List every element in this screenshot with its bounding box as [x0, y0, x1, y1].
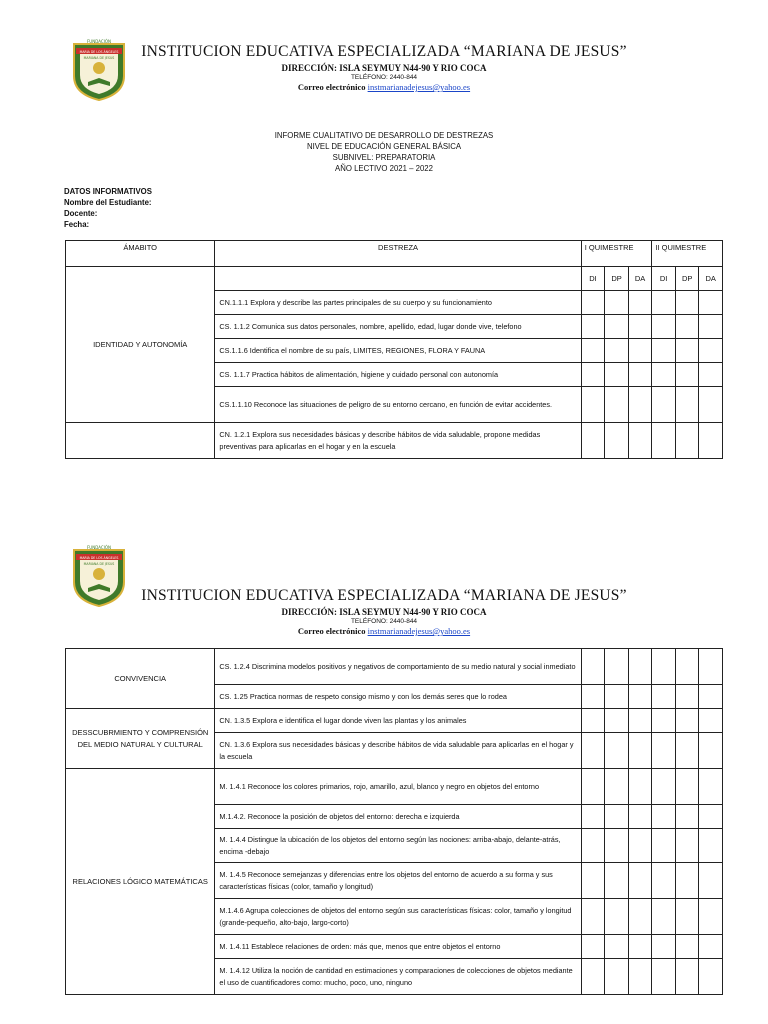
phone: TELÉFONO: 2440-844 [350, 74, 418, 81]
table-cell: CS.1.1.10 Reconoce las situaciones de peligro de su entorno cercano, en función de evitar accidentes. [215, 387, 581, 423]
table-cell [699, 685, 723, 709]
table-cell: DP [675, 267, 699, 291]
email-link[interactable]: instmarianadejesus@yahoo.es [367, 82, 471, 92]
table-cell: CS. 1.1.7 Practica hábitos de alimentación, higiene y cuidado personal con autonomía [215, 363, 581, 387]
table-cell [675, 959, 699, 995]
skills-table-2 [65, 648, 723, 995]
table-row [66, 649, 723, 685]
table-cell [699, 935, 723, 959]
table-cell [628, 685, 652, 709]
text-line: INFORME CUALITATIVO DE DESARROLLO DE DESTREZAS [274, 131, 494, 140]
table-cell [675, 649, 699, 685]
table-cell [581, 863, 605, 899]
table-row [66, 241, 723, 267]
table-cell [652, 959, 676, 995]
table-cell [652, 935, 676, 959]
text-line: FUNDACIÓN [86, 545, 112, 550]
table-cell [581, 829, 605, 863]
table-cell [699, 769, 723, 805]
table-cell [675, 685, 699, 709]
table-cell [605, 899, 629, 935]
table-cell [605, 387, 629, 423]
table-cell [628, 899, 652, 935]
table-row [66, 423, 723, 459]
col-ambito: ÁMABITO [66, 241, 215, 267]
table-cell [605, 935, 629, 959]
table-cell [581, 685, 605, 709]
table-cell: M. 1.4.12 Utiliza la noción de cantidad en estimaciones y comparaciones de colecciones de objetos mediante el uso de cuantificadores como: mucho, poco, uno, ninguno [215, 959, 581, 995]
text-line: SUBNIVEL: PREPARATORIA [332, 153, 436, 162]
table-cell [628, 649, 652, 685]
col-destreza: DESTREZA [215, 241, 581, 267]
table-cell [675, 315, 699, 339]
table-cell [605, 805, 629, 829]
table-cell: CN. 1.3.5 Explora e identifica el lugar donde viven las plantas y los animales [215, 709, 581, 733]
table-cell [628, 935, 652, 959]
table-cell [699, 423, 723, 459]
table-cell [581, 959, 605, 995]
table-cell [628, 805, 652, 829]
table-cell [581, 769, 605, 805]
table-cell [652, 423, 676, 459]
table-cell [628, 769, 652, 805]
table-cell [675, 733, 699, 769]
table-cell [699, 387, 723, 423]
table-row [66, 267, 723, 291]
table-cell: M.1.4.6 Agrupa colecciones de objetos del entorno según sus características físicas: color, tamaño y longitud (grande-pequeño, alto-bajo, largo-corto) [215, 899, 581, 935]
table-cell [652, 863, 676, 899]
table-cell [699, 363, 723, 387]
table-cell [628, 733, 652, 769]
text-line: MARIA DE LOS ÁNGELES [79, 49, 119, 54]
text-line: MARIANA DE JESUS [83, 562, 115, 566]
table-cell: CN. 1.3.6 Explora sus necesidades básicas y describe hábitos de vida saludable para aplicarlas en el hogar y la escuela [215, 733, 581, 769]
table-cell [675, 387, 699, 423]
letterhead [140, 586, 628, 637]
table-cell [675, 291, 699, 315]
table-cell [699, 829, 723, 863]
table-cell [652, 899, 676, 935]
table-cell [215, 267, 581, 291]
table-cell [699, 863, 723, 899]
table-cell [652, 315, 676, 339]
table-cell [652, 291, 676, 315]
table-cell: DI [652, 267, 676, 291]
table-cell [581, 709, 605, 733]
table-cell [628, 863, 652, 899]
table-cell [581, 291, 605, 315]
table-cell [699, 805, 723, 829]
table-cell [652, 363, 676, 387]
table-cell [652, 829, 676, 863]
table-cell [699, 291, 723, 315]
table-cell [628, 959, 652, 995]
table-cell [581, 387, 605, 423]
email-line [140, 626, 628, 637]
student-info [64, 186, 152, 230]
school-name: INSTITUCION EDUCATIVA ESPECIALIZADA “MARIANA DE JESUS” [141, 587, 627, 604]
table-cell [628, 829, 652, 863]
table-cell [628, 315, 652, 339]
col-q2: II QUIMESTRE [652, 241, 723, 267]
table-cell [605, 829, 629, 863]
table-cell [699, 733, 723, 769]
text-line: AÑO LECTIVO 2021 – 2022 [335, 164, 433, 173]
table-cell [675, 339, 699, 363]
table-cell [581, 935, 605, 959]
text-line: DIRECCIÓN [281, 63, 334, 73]
table-cell [628, 291, 652, 315]
table-cell [605, 291, 629, 315]
address [140, 607, 628, 618]
text-line: Fecha: [64, 220, 90, 229]
phone: TELÉFONO: 2440-844 [350, 618, 418, 625]
table-cell [605, 339, 629, 363]
table-cell: DA [699, 267, 723, 291]
text-line: Docente: [64, 209, 98, 218]
table-cell [605, 685, 629, 709]
text-line: DATOS INFORMATIVOS [64, 187, 152, 196]
table-cell [628, 709, 652, 733]
table-cell [581, 805, 605, 829]
table-cell [605, 649, 629, 685]
table-cell [581, 899, 605, 935]
text-line: FUNDACIÓN [86, 39, 112, 44]
text-line: MARIA DE LOS ÁNGELES [79, 555, 119, 560]
table-cell [605, 959, 629, 995]
table-cell [652, 769, 676, 805]
table-cell [675, 829, 699, 863]
table-cell [675, 709, 699, 733]
table-cell [675, 935, 699, 959]
address [140, 63, 628, 74]
table-cell [628, 339, 652, 363]
col-q1: I QUIMESTRE [581, 241, 652, 267]
table-cell [605, 863, 629, 899]
table-cell [675, 423, 699, 459]
page-1 [0, 0, 768, 500]
table-cell [628, 363, 652, 387]
table-cell [675, 769, 699, 805]
table-cell [581, 315, 605, 339]
table-cell: CS.1.1.6 Identifica el nombre de su país, LIMITES, REGIONES, FLORA Y FAUNA [215, 339, 581, 363]
table-cell [699, 339, 723, 363]
table-cell [652, 805, 676, 829]
table-cell [628, 423, 652, 459]
table-cell: M.1.4.2. Reconoce la posición de objetos del entorno: derecha e izquierda [215, 805, 581, 829]
table-cell: DA [628, 267, 652, 291]
table-cell: CS. 1.1.2 Comunica sus datos personales, nombre, apellido, edad, lugar donde vive, telefono [215, 315, 581, 339]
table-cell [605, 709, 629, 733]
email-link[interactable]: instmarianadejesus@yahoo.es [367, 626, 471, 636]
table-cell [652, 733, 676, 769]
table-cell: CS. 1.25 Practica normas de respeto consigo mismo y con los demás seres que lo rodea [215, 685, 581, 709]
table-cell [699, 315, 723, 339]
table-cell [605, 733, 629, 769]
table-cell [652, 685, 676, 709]
table-cell [675, 899, 699, 935]
table-cell [699, 649, 723, 685]
table-cell: M. 1.4.5 Reconoce semejanzas y diferencias entre los objetos del entorno de acuerdo a su forma y sus características físicas (color, tamaño y longitud) [215, 863, 581, 899]
table-cell [66, 423, 215, 459]
table-cell [605, 423, 629, 459]
table-cell: DP [605, 267, 629, 291]
school-name: INSTITUCION EDUCATIVA ESPECIALIZADA “MARIANA DE JESUS” [141, 43, 627, 60]
school-crest-logo [70, 38, 128, 102]
table-cell [652, 339, 676, 363]
table-cell [605, 363, 629, 387]
table-cell [675, 863, 699, 899]
text-line: Correo electrónico [297, 82, 366, 92]
table-cell [699, 709, 723, 733]
table-cell: CN. 1.2.1 Explora sus necesidades básicas y describe hábitos de vida saludable, propone medidas preventivas para aplicarlas en el hogar y en la escuela [215, 423, 581, 459]
table-cell: DI [581, 267, 605, 291]
table-cell [581, 363, 605, 387]
table-cell [699, 899, 723, 935]
table-cell: CN.1.1.1 Explora y describe las partes principales de su cuerpo y su funcionamiento [215, 291, 581, 315]
table-cell [605, 315, 629, 339]
text-line: Correo electrónico [297, 626, 366, 636]
school-crest-logo [70, 544, 128, 608]
ambito-logico-matematicas: RELACIONES LÓGICO MATEMÁTICAS [66, 769, 215, 995]
table-cell: M. 1.4.1 Reconoce los colores primarios, rojo, amarillo, azul, blanco y negro en objetos del entorno [215, 769, 581, 805]
table-cell [652, 709, 676, 733]
text-line: DIRECCIÓN [281, 607, 334, 617]
ambito-medio-natural: DESSCUBRMIENTO Y COMPRENSIÓN DEL MEDIO NATURAL Y CULTURAL [66, 709, 215, 769]
table-cell: M. 1.4.4 Distingue la ubicación de los objetos del entorno según las nociones: arriba-abajo, delante-atrás, encima -debajo [215, 829, 581, 863]
table-cell: CS. 1.2.4 Discrimina modelos positivos y negativos de comportamiento de su medio natural y social inmediato [215, 649, 581, 685]
ambito-identidad: IDENTIDAD Y AUTONOMÍA [66, 267, 215, 423]
table-cell [605, 769, 629, 805]
text-line: : ISLA SEYMUY N44-90 Y RIO COCA [334, 607, 487, 617]
table-cell [652, 649, 676, 685]
table-cell [581, 423, 605, 459]
text-line: Nombre del Estudiante: [64, 198, 152, 207]
table-cell [581, 733, 605, 769]
table-row [66, 709, 723, 733]
text-line: NIVEL DE EDUCACIÓN GENERAL BÁSICA [306, 142, 462, 151]
table-cell [581, 649, 605, 685]
letterhead [140, 42, 628, 93]
table-cell [652, 387, 676, 423]
table-cell [675, 805, 699, 829]
email-line [140, 82, 628, 93]
table-cell [628, 387, 652, 423]
skills-table-1 [65, 240, 723, 459]
report-title [0, 130, 768, 174]
table-row [66, 769, 723, 805]
text-line: : ISLA SEYMUY N44-90 Y RIO COCA [334, 63, 487, 73]
ambito-convivencia: CONVIVENCIA [66, 649, 215, 709]
table-cell [581, 339, 605, 363]
text-line: MARIANA DE JESUS [83, 56, 115, 60]
table-cell: M. 1.4.11 Establece relaciones de orden: más que, menos que entre objetos el entorno [215, 935, 581, 959]
table-cell [675, 363, 699, 387]
table-cell [699, 959, 723, 995]
